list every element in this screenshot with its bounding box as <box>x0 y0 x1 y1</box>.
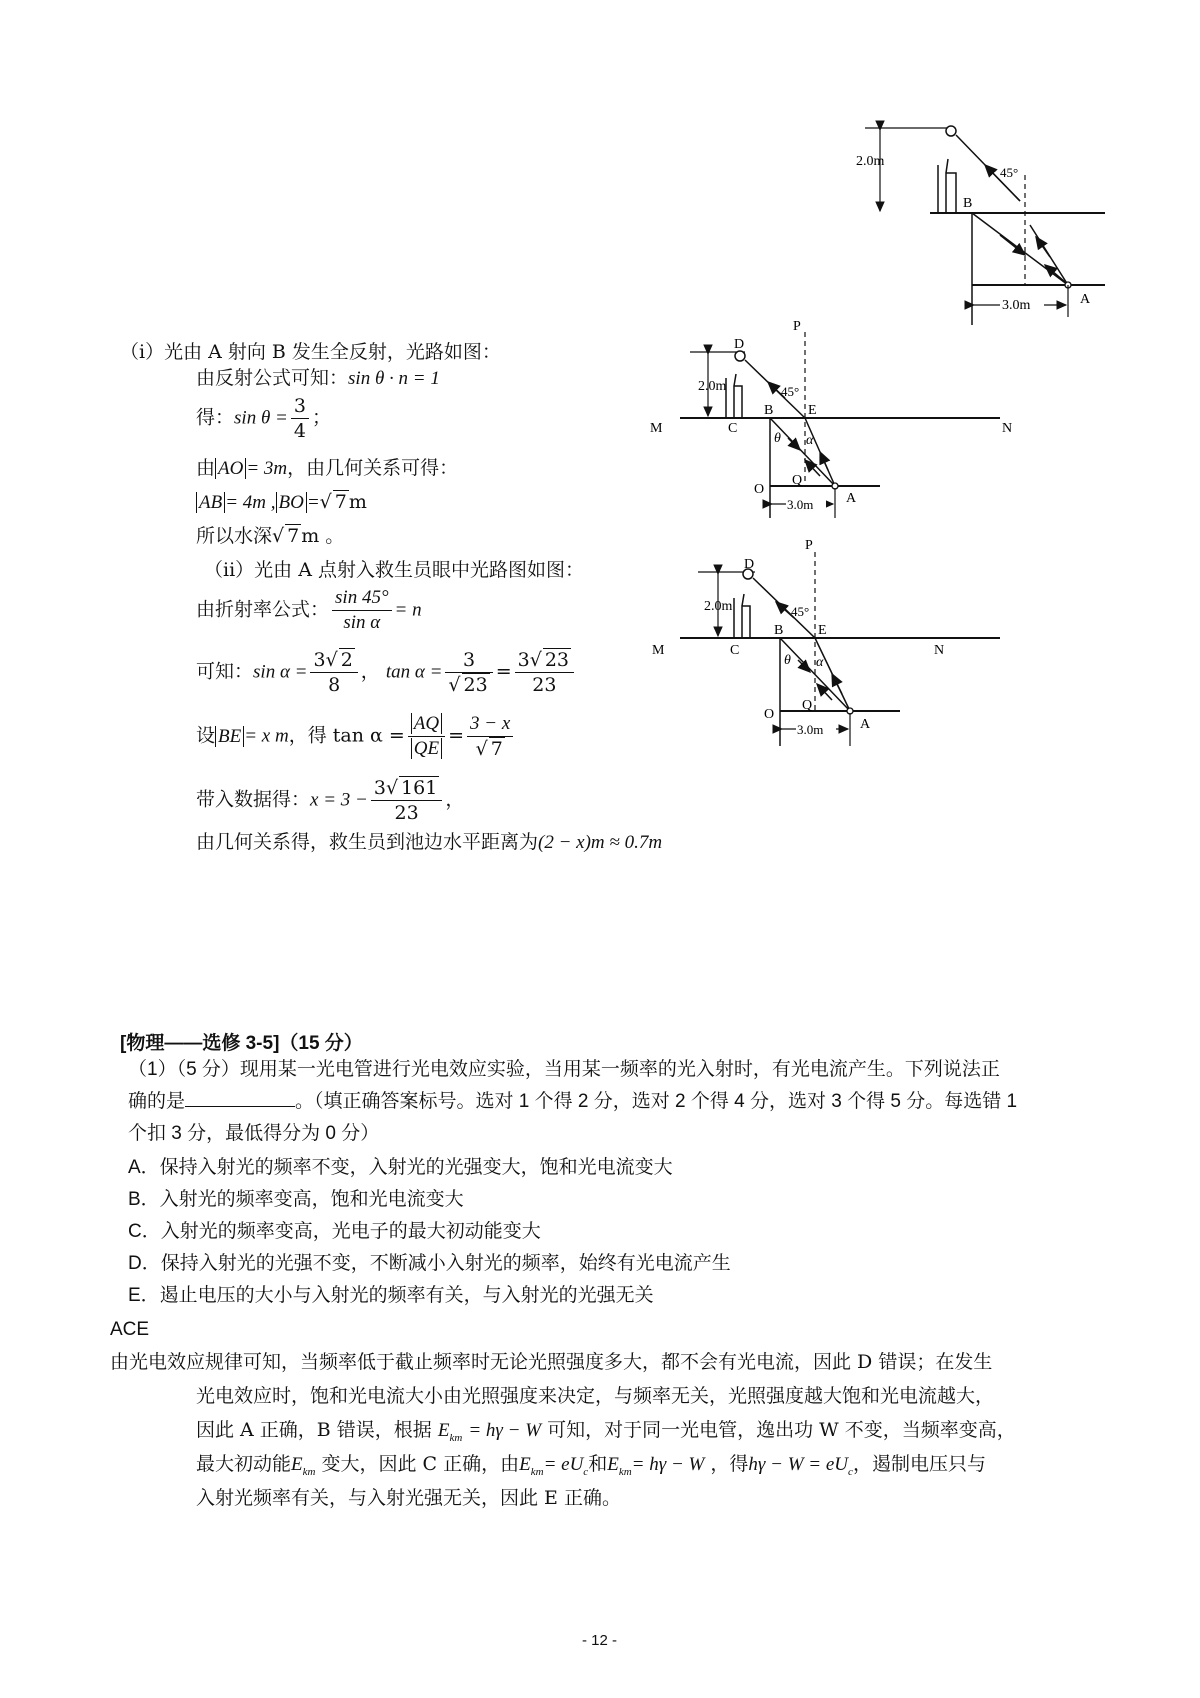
part-ii-line-5: 由几何关系得，救生员到池边水平距离为(2 − x)m ≈ 0.7m <box>196 831 663 853</box>
fig1-dim-width: 3.0m <box>1002 298 1031 313</box>
option-e: E．遏止电压的大小与入射光的频率有关，与入射光的光强无关 <box>128 1285 654 1306</box>
fig3-label-q: Q <box>802 698 813 713</box>
fig2-dim-width: 3.0m <box>787 497 814 512</box>
fig2-alpha: α <box>806 433 814 448</box>
part-ii-heading: （ii）光由 A 点射入救生员眼中光路图如图： <box>204 559 584 581</box>
explanation-line-5: 入射光频率有关，与入射光强无关，因此 E 正确。 <box>196 1487 621 1509</box>
fig3-theta: θ <box>784 653 791 668</box>
option-b: B．入射光的频率变高，饱和光电流变大 <box>128 1189 464 1210</box>
part-i-line-1: 由反射公式可知：sin θ · n = 1 <box>196 367 440 389</box>
fig2-label-e: E <box>808 403 817 418</box>
fig3-label-a: A <box>860 717 871 732</box>
fig2-label-p: P <box>793 319 801 334</box>
fig3-label-o: O <box>764 707 775 722</box>
fig2-label-d: D <box>734 337 745 352</box>
fraction: $\frac{3}{4}$ <box>291 394 309 443</box>
options-list <box>128 1152 1138 1312</box>
fig2-angle: 45° <box>781 384 800 399</box>
part-ii-line-4: 带入数据得：x = 3 − $\frac{3√ 161}{23}$ ， <box>196 777 465 824</box>
fraction: $\frac{AQ}{QE}$ <box>408 712 445 761</box>
option-a: A．保持入射光的频率不变，入射光的光强变大，饱和光电流变大 <box>128 1157 673 1178</box>
part-ii-line-1: 由折射率公式： $\frac{\sin 45^\circ}{\text{sin α}}$ = n <box>196 587 422 633</box>
fig3-dim-height: 2.0m <box>704 599 733 614</box>
fig1-angle: 45° <box>1000 165 1019 180</box>
fig2-label-o: O <box>754 482 765 497</box>
figure-2-light-path <box>650 318 1020 528</box>
part-i-heading: （i）光由 A 射向 B 发生全反射，光路如图： <box>120 341 501 363</box>
fig3-label-c: C <box>730 643 740 658</box>
fig3-label-d: D <box>744 557 755 572</box>
explanation-line-1: 由光电效应规律可知，当频率低于截止频率时无论光照强度多大，都不会有光电流，因此 D 错误；在发生 <box>110 1351 993 1373</box>
explanation-line-4: 最大初动能$E_{km}$ 变大，因此 C 正确，由$E_{km}= eU_c$和$E_{km}= h\gamma - W$ ，得$h\gamma - W = eU_c$，遏制电压只与 <box>196 1453 986 1478</box>
fig2-label-m: M <box>650 421 663 436</box>
part-i-line-4: AB = 4m , BO =√ 7 m <box>196 486 367 519</box>
fig2-label-n: N <box>1002 421 1013 436</box>
fig3-label-e: E <box>818 623 827 638</box>
section-title: [物理——选修 3-5]（15 分） <box>120 1033 363 1054</box>
part-ii-line-3: 设 BE = x m，得 tan α = $\frac{AQ}{QE}$ = $\frac{3 - x}{√ 7}$ <box>196 712 516 761</box>
fig3-alpha: α <box>816 655 824 670</box>
figure-1-light-path <box>856 125 1110 335</box>
fig2-label-a: A <box>846 491 857 506</box>
fig2-theta: θ <box>774 431 781 446</box>
fig1-label-b: B <box>963 196 973 211</box>
part-i-line-5: 所以水深√ 7 m 。 <box>196 525 345 547</box>
fraction: $\frac{3 - x}{√ 7}$ <box>467 712 513 761</box>
fig1-dim-height: 2.0m <box>856 154 885 169</box>
fraction: $\frac{3}{√ 23}$ <box>445 648 492 697</box>
answer-blank <box>185 1086 295 1107</box>
fig2-dim-height: 2.0m <box>698 379 727 394</box>
figure-3-light-path <box>650 536 1020 751</box>
explanation-line-3: 因此 A 正确，B 错误，根据 $E_{km} = h\gamma - W$ 可知，对于同一光电管，逸出功 W 不变，当频率变高， <box>196 1419 1016 1444</box>
part-i-line-2: 得：sin θ = $\frac{3}{4}$ ； <box>196 395 331 442</box>
fig3-label-p: P <box>805 538 813 553</box>
part-i-line-3: 由 AO = 3m，由几何关系可得： <box>196 457 459 479</box>
part-ii-line-2: 可知：sin α = $\frac{3√ 2}{8}$ ， tan α = $\frac{3}{√ 23}$ = $\frac{3√ 23}{23}$ <box>196 648 577 697</box>
fraction: $\frac{3√ 161}{23}$ <box>371 776 442 825</box>
fraction: $\frac{3√ 23}{23}$ <box>515 648 574 697</box>
fig1-label-a: A <box>1080 292 1091 307</box>
fig3-angle: 45° <box>791 604 810 619</box>
page-number: - 12 - <box>582 1632 618 1649</box>
fig2-label-c: C <box>728 421 738 436</box>
fig3-label-b: B <box>774 623 784 638</box>
answer: ACE <box>110 1319 150 1340</box>
fig2-label-b: B <box>764 403 774 418</box>
fraction: $\frac{\sin 45^\circ}{\text{sin α}}$ <box>332 586 392 635</box>
fig3-label-n: N <box>934 643 945 658</box>
option-c: C．入射光的频率变高，光电子的最大初动能变大 <box>128 1221 541 1242</box>
fig2-label-q: Q <box>792 473 803 488</box>
fig3-dim-width: 3.0m <box>797 722 824 737</box>
explanation-line-2: 光电效应时，饱和光电流大小由光照强度来决定，与频率无关，光照强度越大饱和光电流越大， <box>196 1385 995 1407</box>
fraction: $\frac{3√ 2}{8}$ <box>310 648 357 697</box>
option-d: D．保持入射光的光强不变，不断减小入射光的频率，始终有光电流产生 <box>128 1253 731 1274</box>
question-stem: （1）（5 分）现用某一光电管进行光电效应实验，当用某一频率的光入射时，有光电流产生。下列说法正 确的是 。（填正确答案标号。选对 1 个得 2 分，选对 2 个得 4 分，选对 3 个得 5 分。每选错 1 个扣 3 分，最低得分为 0 分） <box>128 1059 1018 1144</box>
fig3-label-m: M <box>652 643 665 658</box>
